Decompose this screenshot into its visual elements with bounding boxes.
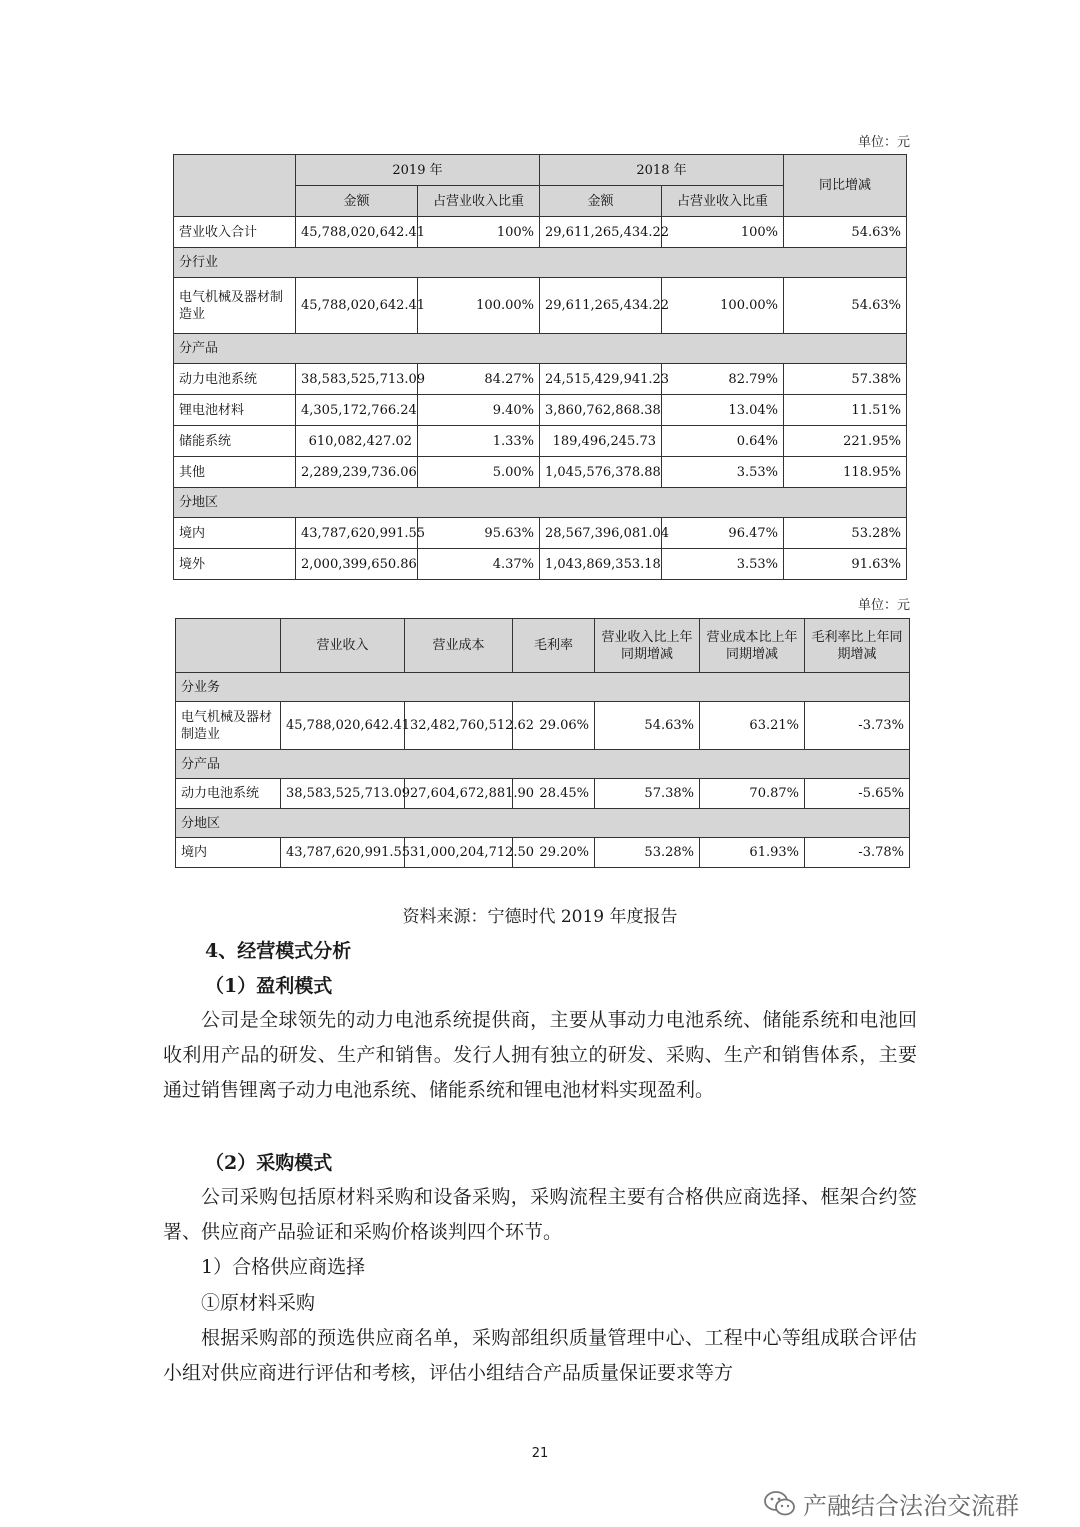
cell-r2019: 95.63% (418, 518, 540, 549)
cell-r2018: 100% (662, 217, 784, 248)
cell-value: 45,788,020,642.41 (281, 702, 405, 750)
cell-yoy: 11.51% (784, 395, 907, 426)
cell-r2018: 0.64% (662, 426, 784, 457)
row-label: 电气机械及器材制造业 (174, 278, 296, 334)
cell-r2019: 9.40% (418, 395, 540, 426)
row-label: 营业收入合计 (174, 217, 296, 248)
cell-a2018: 1,045,576,378.88 (540, 457, 662, 488)
cell-value: -5.65% (805, 779, 910, 809)
table-row (174, 395, 907, 426)
cell-r2019: 4.37% (418, 549, 540, 580)
section-row (174, 248, 907, 278)
cell-value: 61.93% (700, 838, 805, 868)
row-label: 动力电池系统 (176, 779, 281, 809)
cell-value: 70.87% (700, 779, 805, 809)
header-amount-2019: 金额 (296, 186, 418, 217)
revenue-composition-table (173, 154, 907, 580)
cell-value: 28.45% (513, 779, 595, 809)
cell-r2019: 100.00% (418, 278, 540, 334)
cell-a2019: 45,788,020,642.41 (296, 217, 418, 248)
cell-value: 53.28% (595, 838, 700, 868)
cell-a2019: 2,000,399,650.86 (296, 549, 418, 580)
cell-value: 29.06% (513, 702, 595, 750)
cell-a2019: 45,788,020,642.41 (296, 278, 418, 334)
table-row (176, 702, 910, 750)
section-row (176, 750, 910, 779)
cell-r2018: 100.00% (662, 278, 784, 334)
segment-margin-table (175, 618, 910, 868)
header-revenue: 营业收入 (281, 619, 405, 673)
header-margin-yoy: 毛利率比上年同期增减 (805, 619, 910, 673)
cell-value: 32,482,760,512.62 (405, 702, 513, 750)
table-row (174, 518, 907, 549)
cell-r2018: 3.53% (662, 457, 784, 488)
cell-yoy: 57.38% (784, 364, 907, 395)
header-cost-yoy: 营业成本比上年同期增减 (700, 619, 805, 673)
header-gross-margin: 毛利率 (513, 619, 595, 673)
cell-a2018: 189,496,245.73 (540, 426, 662, 457)
table-row (176, 838, 910, 868)
cell-value: -3.78% (805, 838, 910, 868)
cell-r2019: 1.33% (418, 426, 540, 457)
table-row (174, 217, 907, 248)
table-row (176, 779, 910, 809)
wechat-icon (763, 1490, 797, 1518)
paragraph-evaluation: 根据采购部的预选供应商名单，采购部组织质量管理中心、工程中心等组成联合评估小组对供应商进行评估和考核，评估小组结合产品质量保证要求等方 (163, 1327, 917, 1384)
subheading-procurement-model: （2）采购模式 (205, 1152, 333, 1174)
subheading-profit-model: （1）盈利模式 (205, 975, 333, 997)
table-row (174, 278, 907, 334)
cell-r2019: 84.27% (418, 364, 540, 395)
row-label: 动力电池系统 (174, 364, 296, 395)
table-row (174, 426, 907, 457)
cell-value: 29.20% (513, 838, 595, 868)
table2-unit: 单位：元 (858, 598, 911, 613)
header-blank (174, 155, 296, 217)
cell-a2019: 43,787,620,991.55 (296, 518, 418, 549)
paragraph-procurement: 公司采购包括原材料采购和设备采购，采购流程主要有合格供应商选择、框架合约签署、供应商产品验证和采购价格谈判四个环节。 (163, 1186, 917, 1243)
row-label: 境内 (176, 838, 281, 868)
cell-value: -3.73% (805, 702, 910, 750)
cell-value: 57.38% (595, 779, 700, 809)
header-blank (176, 619, 281, 673)
cell-a2019: 2,289,239,736.06 (296, 457, 418, 488)
cell-yoy: 54.63% (784, 278, 907, 334)
list-item-qualified-supplier: 1）合格供应商选择 (201, 1256, 366, 1278)
page-number: 21 (531, 1446, 549, 1461)
cell-value: 38,583,525,713.09 (281, 779, 405, 809)
row-label: 其他 (174, 457, 296, 488)
cell-a2019: 4,305,172,766.24 (296, 395, 418, 426)
header-2018: 2018 年 (540, 155, 784, 186)
row-label: 境外 (174, 549, 296, 580)
header-yoy: 同比增减 (784, 155, 907, 217)
cell-a2018: 28,567,396,081.04 (540, 518, 662, 549)
table1-unit: 单位：元 (858, 135, 911, 150)
source-note: 资料来源：宁德时代 2019 年度报告 (402, 907, 678, 927)
header-cost: 营业成本 (405, 619, 513, 673)
section-row (174, 488, 907, 518)
section-label: 分地区 (176, 809, 910, 838)
table-row (174, 549, 907, 580)
row-label: 电气机械及器材制造业 (176, 702, 281, 750)
cell-r2018: 82.79% (662, 364, 784, 395)
cell-value: 27,604,672,881.90 (405, 779, 513, 809)
watermark-text: 产融结合法治交流群 (803, 1492, 1019, 1520)
table-row (174, 364, 907, 395)
cell-value: 54.63% (595, 702, 700, 750)
header-amount-2018: 金额 (540, 186, 662, 217)
cell-value: 31,000,204,712.50 (405, 838, 513, 868)
header-ratio-2019: 占营业收入比重 (418, 186, 540, 217)
row-label: 储能系统 (174, 426, 296, 457)
cell-r2018: 96.47% (662, 518, 784, 549)
section-heading: 4、经营模式分析 (205, 940, 352, 962)
section-label: 分产品 (176, 750, 910, 779)
cell-yoy: 54.63% (784, 217, 907, 248)
row-label: 锂电池材料 (174, 395, 296, 426)
section-label: 分地区 (174, 488, 907, 518)
section-label: 分产品 (174, 334, 907, 364)
cell-a2018: 29,611,265,434.22 (540, 278, 662, 334)
cell-yoy: 91.63% (784, 549, 907, 580)
list-item-raw-material: ①原材料采购 (201, 1292, 316, 1314)
cell-a2018: 29,611,265,434.22 (540, 217, 662, 248)
section-row (174, 334, 907, 364)
cell-value: 63.21% (700, 702, 805, 750)
section-label: 分行业 (174, 248, 907, 278)
cell-yoy: 118.95% (784, 457, 907, 488)
cell-r2018: 13.04% (662, 395, 784, 426)
watermark (763, 1486, 1019, 1521)
row-label: 境内 (174, 518, 296, 549)
cell-a2018: 3,860,762,868.38 (540, 395, 662, 426)
header-revenue-yoy: 营业收入比上年同期增减 (595, 619, 700, 673)
cell-yoy: 221.95% (784, 426, 907, 457)
cell-a2018: 24,515,429,941.23 (540, 364, 662, 395)
cell-a2018: 1,043,869,353.18 (540, 549, 662, 580)
cell-value: 43,787,620,991.55 (281, 838, 405, 868)
cell-r2019: 100% (418, 217, 540, 248)
section-label: 分业务 (176, 673, 910, 702)
header-ratio-2018: 占营业收入比重 (662, 186, 784, 217)
section-row (176, 809, 910, 838)
cell-r2018: 3.53% (662, 549, 784, 580)
cell-a2019: 38,583,525,713.09 (296, 364, 418, 395)
cell-yoy: 53.28% (784, 518, 907, 549)
cell-r2019: 5.00% (418, 457, 540, 488)
section-row (176, 673, 910, 702)
paragraph-profit-model: 公司是全球领先的动力电池系统提供商，主要从事动力电池系统、储能系统和电池回收利用产品的研发、生产和销售。发行人拥有独立的研发、采购、生产和销售体系，主要通过销售锂离子动力电池系统、储能系统和锂电池材料实现盈利。 (163, 1009, 917, 1101)
table-row (174, 457, 907, 488)
cell-a2019: 610,082,427.02 (296, 426, 418, 457)
header-2019: 2019 年 (296, 155, 540, 186)
